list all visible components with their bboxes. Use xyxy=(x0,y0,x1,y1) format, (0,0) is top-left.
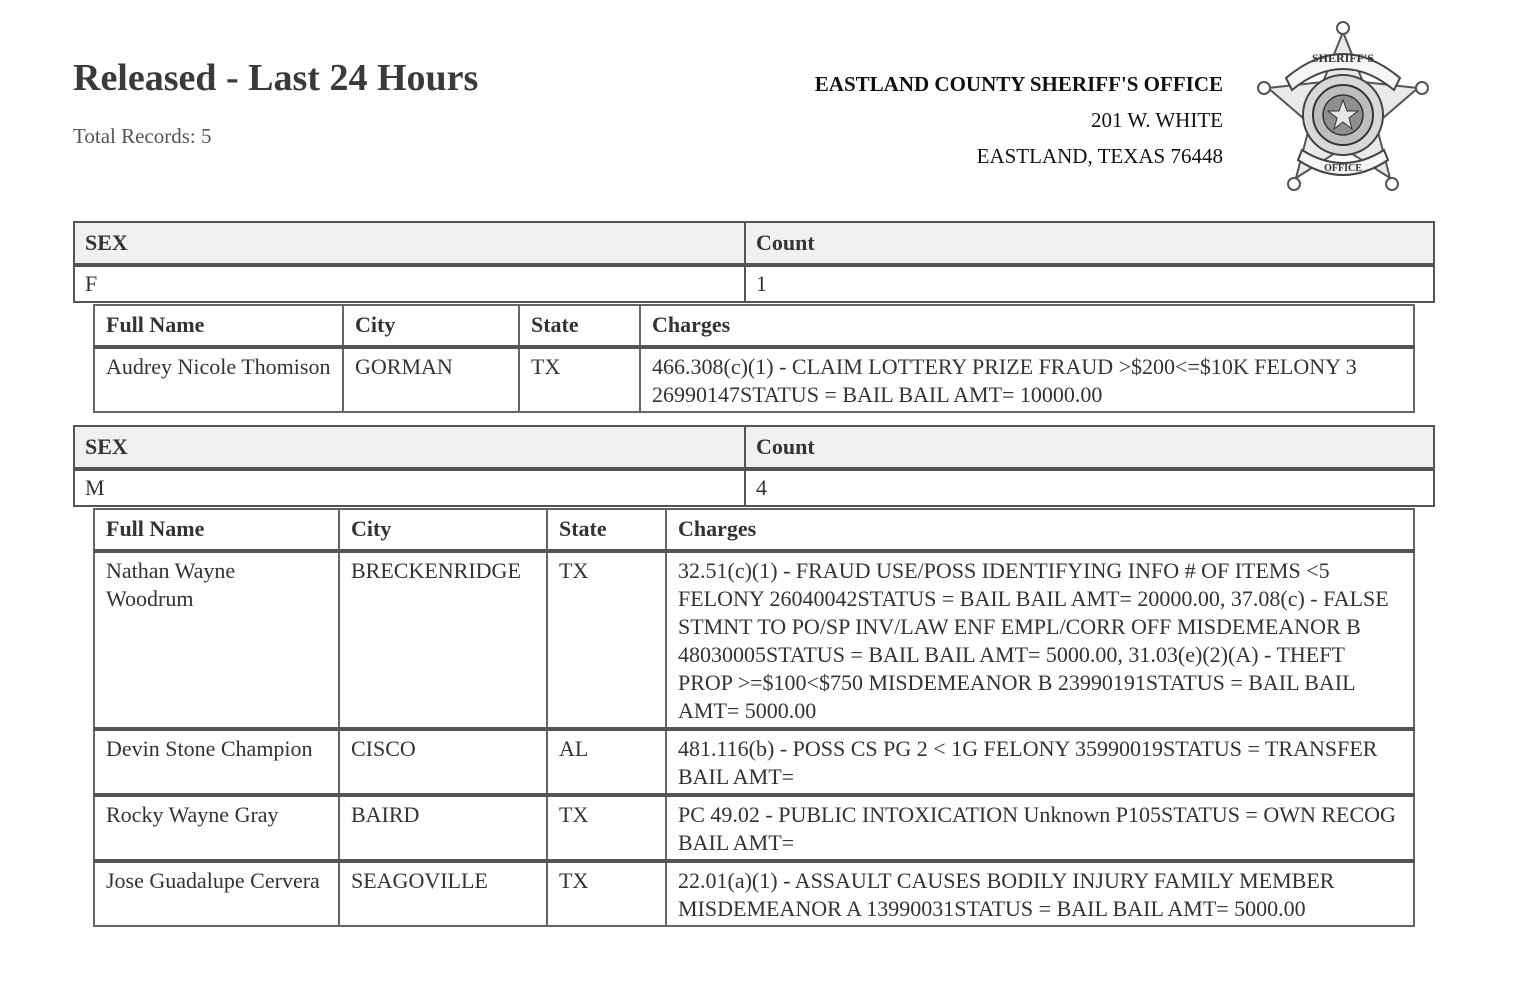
sex-value: M xyxy=(74,469,745,506)
full-name-cell: Rocky Wayne Gray xyxy=(94,795,339,861)
count-column-header: Count xyxy=(745,222,1434,265)
full-name-column-header: Full Name xyxy=(94,305,343,347)
office-name: EASTLAND COUNTY SHERIFF'S OFFICE xyxy=(814,72,1223,96)
full-name-cell: Devin Stone Champion xyxy=(94,729,339,795)
badge-bottom-text: OFFICE xyxy=(1324,163,1362,174)
count-column-header: Count xyxy=(745,426,1434,469)
state-cell: AL xyxy=(547,729,666,795)
table-row xyxy=(94,795,1414,861)
records-table xyxy=(93,508,1415,927)
sex-column-header: SEX xyxy=(74,426,745,469)
city-cell: BRECKENRIDGE xyxy=(339,551,547,729)
office-info xyxy=(815,66,1223,174)
city-cell: SEAGOVILLE xyxy=(339,861,547,926)
sheriff-star-badge-icon xyxy=(1252,20,1434,196)
city-column-header: City xyxy=(339,509,547,551)
full-name-cell: Nathan Wayne Woodrum xyxy=(94,551,339,729)
office-address-line-2: EASTLAND, TEXAS 76448 xyxy=(976,144,1223,168)
badge-top-text: SHERIFF'S xyxy=(1311,51,1375,65)
sex-column-header: SEX xyxy=(74,222,745,265)
table-row xyxy=(94,347,1414,412)
office-address-line-1: 201 W. WHITE xyxy=(1090,108,1223,132)
charges-cell: 466.308(c)(1) - CLAIM LOTTERY PRIZE FRAUD >$200<=$10K FELONY 3 26990147STATUS = BAIL BAIL AMT= 10000.00 xyxy=(640,347,1414,412)
charges-cell: 32.51(c)(1) - FRAUD USE/POSS IDENTIFYING INFO # OF ITEMS <5 FELONY 26040042STATUS = BAIL BAIL AMT= 20000.00, 37.08(c) - FALSE STMNT TO PO/SP INV/LAW ENF EMPL/CORR OFF MISDEMEANOR B 48030005STATUS = BAIL BAIL AMT= 5000.00, 31.03(e)(2)(A) - THEFT PROP >=$100<$750 MISDEMEANOR B 23990191STATUS = BAIL BAIL AMT= 5000.00 xyxy=(666,551,1414,729)
state-column-header: State xyxy=(547,509,666,551)
state-cell: TX xyxy=(547,861,666,926)
city-cell: BAIRD xyxy=(339,795,547,861)
table-row xyxy=(94,861,1414,926)
count-value: 4 xyxy=(745,469,1434,506)
table-row xyxy=(94,551,1414,729)
count-value: 1 xyxy=(745,265,1434,302)
table-row xyxy=(94,729,1414,795)
charges-column-header: Charges xyxy=(640,305,1414,347)
sex-summary-table xyxy=(73,425,1435,507)
city-cell: GORMAN xyxy=(343,347,519,412)
full-name-column-header: Full Name xyxy=(94,509,339,551)
charges-cell: PC 49.02 - PUBLIC INTOXICATION Unknown P105STATUS = OWN RECOG BAIL AMT= xyxy=(666,795,1414,861)
charges-cell: 481.116(b) - POSS CS PG 2 < 1G FELONY 35990019STATUS = TRANSFER BAIL AMT= xyxy=(666,729,1414,795)
state-column-header: State xyxy=(519,305,640,347)
state-cell: TX xyxy=(519,347,640,412)
sex-value: F xyxy=(74,265,745,302)
state-cell: TX xyxy=(547,551,666,729)
full-name-cell: Jose Guadalupe Cervera xyxy=(94,861,339,926)
full-name-cell: Audrey Nicole Thomison xyxy=(94,347,343,412)
charges-column-header: Charges xyxy=(666,509,1414,551)
state-cell: TX xyxy=(547,795,666,861)
charges-cell: 22.01(a)(1) - ASSAULT CAUSES BODILY INJURY FAMILY MEMBER MISDEMEANOR A 13990031STATUS = BAIL BAIL AMT= 5000.00 xyxy=(666,861,1414,926)
city-column-header: City xyxy=(343,305,519,347)
city-cell: CISCO xyxy=(339,729,547,795)
sex-summary-table xyxy=(73,221,1435,303)
total-records: Total Records: 5 xyxy=(73,124,212,148)
records-table xyxy=(93,304,1415,413)
page-title: Released - Last 24 Hours xyxy=(73,57,479,99)
